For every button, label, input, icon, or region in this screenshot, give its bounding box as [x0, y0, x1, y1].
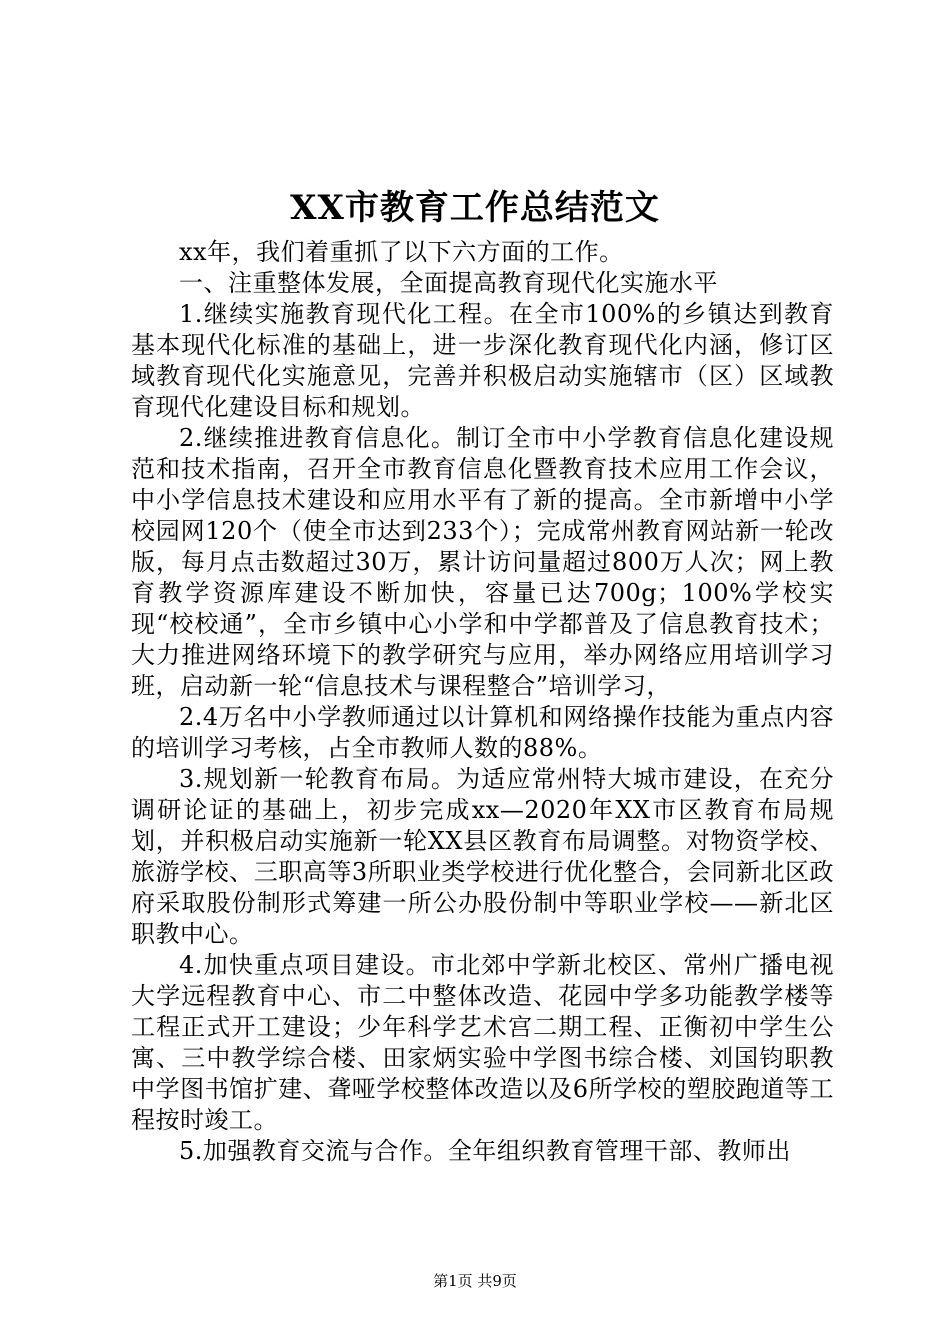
paragraph-item-1: 1.继续实施教育现代化工程。在全市100%的乡镇达到教育基本现代化标准的基础上，进一步深化教育现代化内涵，修订区域教育现代化实施意见，完善并积极启动实施辖市（区）区域教育现代化建设目标和规划。 [131, 300, 834, 421]
section-heading-1: 一、注重整体发展，全面提高教育现代化实施水平 [179, 269, 718, 297]
paragraph-item-2: 2.继续推进教育信息化。制订全市中小学教育信息化建设规范和技术指南，召开全市教育信息化暨教育技术应用工作会议，中小学信息技术建设和应用水平有了新的提高。全市新增中小学校园网120个（使全市达到233个）；完成常州教育网站新一轮改版，每月点击数超过30万，累计访问量超过800万人次；网上教育教学资源库建设不断加快，容量已达700g；100%学校实现“校校通”，全市乡镇中心小学和中学都普及了信息教育技术；大力推进网络环境下的教学研究与应用，举办网络应用培训学习班，启动新一轮“信息技术与课程整合”培训学习， [131, 424, 834, 700]
paragraph-item-5: 5.加强教育交流与合作。全年组织教育管理干部、教师出 [179, 1137, 791, 1165]
document-body [131, 237, 834, 1167]
page-footer: 第1页 共9页 [433, 1272, 517, 1290]
paragraph-item-4: 4.加快重点项目建设。市北郊中学新北校区、常州广播电视大学远程教育中心、市二中整体改造、花园中学多功能教学楼等工程正式开工建设；少年科学艺术宫二期工程、正衡初中学生公寓、三中教学综合楼、田家炳实验中学图书综合楼、刘国钧职教中学图书馆扩建、聋哑学校整体改造以及6所学校的塑胶跑道等工程按时竣工。 [131, 951, 834, 1134]
page-title: XX市教育工作总结范文 [290, 188, 660, 228]
paragraph-item-3: 3.规划新一轮教育布局。为适应常州特大城市建设，在充分调研论证的基础上，初步完成xx—2020年XX市区教育布局规划，并积极启动实施新一轮XX县区教育布局调整。对物资学校、旅游学校、三职高等3所职业类学校进行优化整合，会同新北区政府采取股份制形式筹建一所公办股份制中等职业学校——新北区职教中心。 [131, 765, 834, 948]
paragraph-item-2-continued: 2.4万名中小学教师通过以计算机和网络操作技能为重点内容的培训学习考核，占全市教师人数的88%。 [131, 703, 834, 762]
paragraph-intro: xx年，我们着重抓了以下六方面的工作。 [179, 238, 624, 266]
